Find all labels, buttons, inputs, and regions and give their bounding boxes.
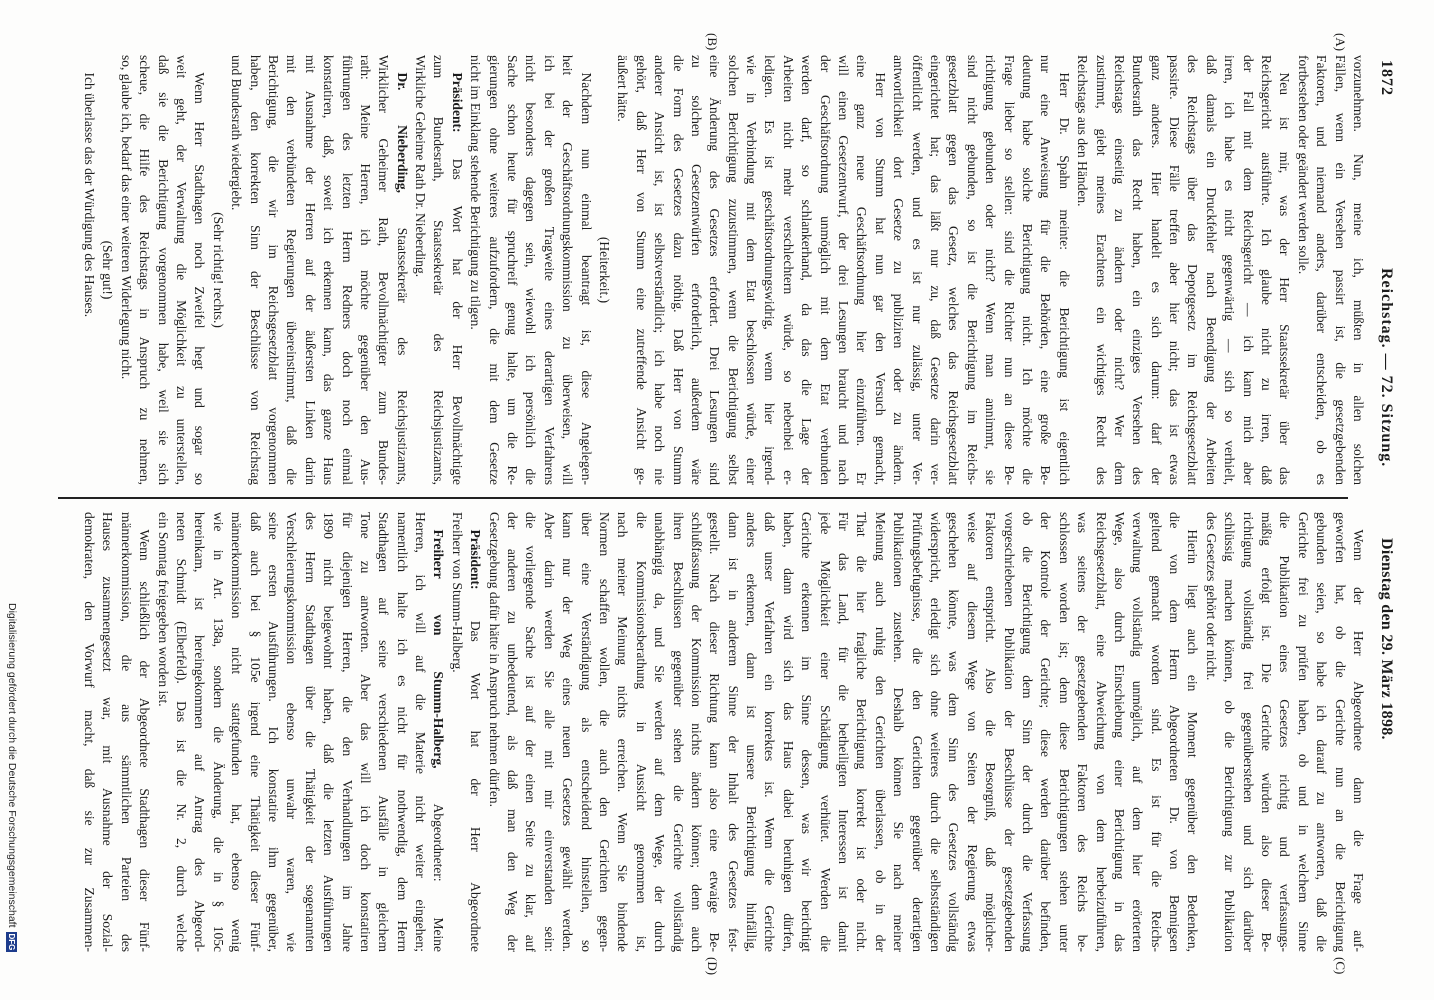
text-line	[539, 512, 557, 952]
text-line	[1146, 55, 1164, 485]
line-text: über eine Verständigung als entscheidend hinstellen, so	[578, 512, 594, 952]
text-line	[300, 55, 318, 485]
line-text: so, glaube ich, bedarf das einer weiteren Widerlegung nicht.	[118, 55, 134, 380]
speaker-name: Freiherr von Stumm-Halberg,	[431, 529, 447, 769]
digitization-footer	[5, 603, 18, 952]
text-line	[1054, 512, 1072, 952]
line-text: zum Bundesrath, Staatssekretär des Reichsjustizamts,	[431, 55, 447, 485]
text-column-left	[80, 55, 1367, 485]
line-text: Reichsgesetzblatt, eine Abweichung von dem herbeizuführen,	[1093, 512, 1109, 952]
line-text: Tone zu antworten. Aber das will ich doch konstatiren	[357, 512, 373, 952]
line-text: anders erkennen, dann ist unsere Berichtigung hinfällig,	[744, 512, 760, 952]
line-text: schlüssig machen können, ob die Berichtigung zur Publikation	[1222, 512, 1238, 952]
running-header-date: Dienstag den 29. März 1898.	[1378, 538, 1395, 740]
text-line	[300, 512, 318, 952]
line-text: solchen Berichtigung zuzustimmen, wenn die Berichtigung selbst	[725, 55, 741, 485]
margin-marker-a: (A)	[1333, 33, 1348, 52]
line-text: äußert hätte.	[615, 55, 631, 122]
line-text: Bundesrath das Recht haben, ein einziges Versehen des	[1130, 55, 1146, 485]
line-text: Stadthagen auf seine verschiedenen Ausfälle in gleichem	[376, 512, 392, 952]
line-text: passirte. Diese Fälle treffen aber hier nicht; das ist etwas	[1167, 55, 1183, 485]
text-line	[282, 512, 300, 952]
text-line	[429, 512, 447, 952]
text-line	[815, 55, 833, 485]
text-line	[153, 55, 171, 485]
text-column-right	[80, 512, 1367, 952]
text-line	[80, 512, 98, 952]
line-text: That die hier fragliche Berichtigung korrekt ist oder nicht.	[854, 512, 870, 952]
text-line	[1183, 512, 1201, 952]
line-text: 1890 nicht beigewohnt haben, daß die letzten Ausführungen	[321, 512, 337, 952]
text-line	[466, 55, 484, 485]
text-line	[1349, 512, 1367, 952]
line-text: führungen des letzten Herrn Redners doch noch einmal	[339, 55, 355, 485]
line-text: zu solchen Gesetzentwürfen erforderlich, außerdem wäre	[688, 55, 704, 485]
line-text: nicht im Einklang stehende Berichtigung zu tilgen.	[468, 55, 484, 330]
text-line	[190, 55, 208, 485]
line-text: wie in Art. 138a, sondern die Änderung, die in § 105c	[210, 512, 226, 952]
text-line	[576, 55, 594, 485]
line-text: Für das Land, für die betheiligten Interessen ist damit	[836, 512, 852, 952]
text-line	[576, 512, 594, 952]
line-text: Faktoren, und niemand anders, darüber entscheiden, ob es	[1314, 55, 1330, 485]
text-line	[208, 55, 226, 485]
line-text: Verschleierungskommission ebenso unwahr waren, wie	[284, 512, 300, 952]
text-line	[742, 55, 760, 485]
text-line	[870, 512, 888, 952]
line-text: die vorliegende Sache ist auf der einen Seite zu klar, auf	[523, 512, 539, 952]
line-text: geworfen hat, ob die Gerichte nun an die Berichtigung	[1332, 512, 1348, 952]
line-text: Herr Dr. Spahn meinte: die Berichtigung ist eigentlich	[1056, 72, 1072, 485]
text-line	[319, 512, 337, 952]
line-text: Frage lieber so stellen: sind die Richter nun an diese Be-	[1001, 55, 1017, 485]
line-text: mit den verbündeten Regierungen übereinstimmt, daß die	[284, 55, 300, 485]
line-text: Faktoren entspricht. Also die Besorgniß, daß möglicher-	[983, 512, 999, 952]
line-text: Sache schon heute für spruchreif genug halte, um die Re-	[505, 55, 521, 485]
text-line	[190, 512, 208, 952]
text-line	[98, 512, 116, 952]
line-text: Normen schaffen wollen, die auch den Gerichten gegen-	[596, 512, 612, 952]
line-text: öffentlicht werden, und es ist nur zulässig, unter Ver-	[909, 55, 925, 485]
line-text: unabhängig da, und Sie werden auf dem Wege, der durch	[652, 512, 668, 952]
text-line	[429, 55, 447, 485]
line-text: heit der Geschäftsordnungskommission zu überweisen, will	[560, 55, 576, 485]
text-line	[1220, 55, 1238, 485]
line-text: die von dem Herrn Abgeordneten Dr. von Bennigsen	[1167, 512, 1183, 952]
line-text: der Fall mit dem Reichsgericht — ich kann mich aber	[1240, 55, 1256, 485]
text-line	[760, 55, 778, 485]
text-line	[907, 512, 925, 952]
text-line	[870, 55, 888, 485]
text-line	[926, 55, 944, 485]
line-text: anderer Ansicht ist, ist selbstverständlich; ich habe noch nie	[652, 55, 668, 485]
text-line	[1036, 55, 1054, 485]
line-text: die Form des Gesetzes dazu nöthig. Daß Herr von Stumm	[670, 55, 686, 485]
text-line	[1036, 512, 1054, 952]
text-line	[1110, 55, 1128, 485]
text-line	[999, 512, 1017, 952]
text-line	[1054, 55, 1072, 485]
text-line	[411, 55, 429, 485]
line-text: schlossen worden ist; denn diese Berichtigungen stehen unter	[1056, 512, 1072, 952]
line-text: jede Möglichkeit einer Schädigung verhütet. Werden die	[817, 512, 833, 952]
line-text: daß unser Verfahren ein korrektes ist. Wenn die Gerichte	[762, 512, 778, 952]
line-text: der Geschäftsordnung unmöglich mit dem Etat verbunden	[817, 55, 833, 485]
text-line	[558, 512, 576, 952]
text-line	[595, 55, 613, 485]
line-text: mit Ausnahme der Herren auf der äußersten Linken darin	[302, 55, 318, 485]
line-text: männerkommission, die aus sämmtlichen Parteien des	[118, 512, 134, 952]
line-text: antwortlichkeit dort Gesetze zu publiziren oder zu ändern.	[891, 55, 907, 485]
text-line	[1091, 512, 1109, 952]
text-line	[208, 512, 226, 952]
line-text: seine ersten Ausführungen. Ich konstatire ihm gegenüber,	[265, 512, 281, 952]
text-line	[797, 55, 815, 485]
dfg-logo: DFG	[7, 933, 17, 951]
line-text: neten Schmidt (Elberfeld). Das ist die Nr. 2, durch welche	[174, 512, 189, 952]
text-line	[135, 55, 153, 485]
text-line	[834, 512, 852, 952]
line-text: Arbeiten nicht mehr verschlechtern würde, so nebenbei er-	[780, 55, 796, 485]
line-text: nach meiner Meinung nichts erreichen. Wenn Sie bindende	[615, 512, 631, 952]
text-line	[153, 512, 171, 952]
line-text: Das Wort hat der Herr Bevollmächtigte	[449, 132, 465, 485]
line-text: verwaltung vollständig unmöglich, auf dem hier erörterten	[1130, 512, 1146, 952]
margin-marker-d: (D)	[705, 957, 720, 976]
text-line	[723, 512, 741, 952]
margin-marker-b: (B)	[705, 33, 720, 51]
line-text: Reichstags aus den Händen.	[1075, 55, 1091, 207]
line-text: (Sehr gut!)	[100, 240, 116, 300]
line-text: der Kontrole der Gerichte; diese werden darüber befinden,	[1038, 512, 1054, 952]
text-line	[631, 55, 649, 485]
line-text: Prüfungsbefugnisse, die den Gerichten gegenüber derartigen	[909, 512, 925, 952]
line-text: weit geht, der Verwaltung die Möglichkeit zu unterstellen,	[174, 55, 189, 485]
line-text: gestellt. Nach dieser Richtung kann also eine etwaige Be-	[707, 512, 723, 952]
text-line	[889, 512, 907, 952]
line-text: ganz anderes. Hier handelt es sich darum: darf der	[1148, 55, 1164, 485]
text-line	[1073, 512, 1091, 952]
margin-marker-c: (C)	[1333, 957, 1348, 975]
line-text: Herr von Stumm hat nun gar den Versuch gemacht,	[872, 72, 888, 485]
line-text: und Bundesrath wiedergiebt.	[229, 55, 245, 211]
line-text: Meinung auch ruhig den Gerichten überlassen, ob in der	[872, 512, 888, 952]
line-text: Wenn schließlich der Abgeordnete Stadthagen dieser Fünf-	[137, 529, 153, 952]
text-line	[613, 512, 631, 952]
line-text: die Kommissionsberathung in Aussicht genommen ist,	[633, 512, 649, 952]
text-line	[1018, 512, 1036, 952]
line-text: ein Sonntag freigegeben worden ist.	[155, 512, 171, 707]
text-line	[981, 512, 999, 952]
text-line	[1275, 512, 1293, 952]
line-text: des Gesetzes gehört oder nicht.	[1203, 512, 1219, 681]
text-line	[356, 512, 374, 952]
line-text: fortbestehen oder geändert werden solle.	[1295, 55, 1311, 275]
line-text: Wirklicher Geheimer Rath, Bevollmächtigter zum Bundes-	[376, 55, 392, 485]
text-line	[1293, 55, 1311, 485]
text-line	[374, 55, 392, 485]
text-line	[337, 512, 355, 952]
text-line	[484, 512, 502, 952]
text-line	[447, 55, 465, 485]
text-line	[705, 55, 723, 485]
text-line	[172, 512, 190, 952]
line-text: für diejenigen Herren, die den Verhandlungen im Jahre	[339, 512, 355, 952]
running-header-title: Reichstag. — 72. Sitzung.	[1378, 268, 1395, 468]
text-line	[1165, 55, 1183, 485]
text-line	[392, 512, 410, 952]
line-text: Publikationen zustehen. Deshalb können Sie nach meiner	[891, 512, 907, 952]
text-line	[815, 512, 833, 952]
text-line	[1146, 512, 1164, 952]
text-line	[1110, 512, 1128, 952]
line-text: weise auf diesem Wege von Seiten der Regierung etwas	[964, 512, 980, 952]
text-line	[852, 55, 870, 485]
line-text: richtigung vollständig frei gegenüberstehen und sich darüber	[1240, 512, 1256, 952]
text-line	[650, 512, 668, 952]
text-line	[1201, 512, 1219, 952]
text-line	[484, 55, 502, 485]
text-line	[668, 512, 686, 952]
line-text: mäßig erfolgt ist. Die Gerichte würden also dieser Be-	[1259, 512, 1275, 952]
line-text: gebunden seien, so habe ich darauf zu antworten, daß die	[1314, 512, 1330, 952]
text-line	[411, 512, 429, 952]
text-line	[1220, 512, 1238, 952]
text-line	[1183, 55, 1201, 485]
text-line	[962, 55, 980, 485]
text-line	[650, 55, 668, 485]
line-text: eine ganz neue Geschäftsordnung hier einzuführen. Er	[854, 55, 870, 485]
text-line	[1073, 55, 1091, 485]
text-line	[705, 512, 723, 952]
line-text: hereinkam, ist hereingekommen auf Antrag des Abgeord-	[192, 512, 208, 952]
line-text: Gesetzgebung dafür hätte in Anspruch nehmen dürfen.	[486, 512, 502, 808]
line-text: demokraten, den Vorwurf macht, daß sie zur Zusammen-	[82, 512, 98, 952]
text-line	[779, 512, 797, 952]
text-line	[687, 55, 705, 485]
column-divider	[58, 497, 1348, 499]
text-line	[1312, 55, 1330, 485]
line-text: Wirkliche Geheime Rath Dr. Nieberding.	[413, 55, 429, 278]
line-text: was seitens der gesetzgebenden Faktoren des Reichs be-	[1075, 512, 1091, 952]
line-text: daß damals ein Druckfehler nach Beendigung der Arbeiten	[1203, 55, 1219, 485]
line-text: vorzunehmen. Nun, meine ich, müßten in allen solchen	[1351, 55, 1366, 485]
text-line	[539, 55, 557, 485]
text-line	[282, 55, 300, 485]
text-line	[392, 55, 410, 485]
line-text: Reichstags einseitig zu ändern oder nicht? Wer dem	[1111, 55, 1127, 485]
line-text: Wenn Herr Stadthagen noch Zweifel hegt und sogar so	[192, 72, 208, 485]
line-text: Fällen, wenn ein Versehen passirt ist, die gesetzgebenden	[1332, 55, 1348, 485]
line-text: Ich überlasse das der Würdigung des Hauses.	[82, 72, 98, 318]
text-line	[1201, 55, 1219, 485]
line-text: ich bei der großen Tragweite eines derartigen Verfahrens	[541, 55, 557, 485]
text-line	[834, 55, 852, 485]
text-line	[466, 512, 484, 952]
line-text: Wege, also durch Einschiebung einer Berichtigung in das	[1111, 512, 1127, 952]
text-line	[521, 512, 539, 952]
line-text: Das Wort hat der Herr Abgeordnete	[468, 589, 484, 952]
text-line	[944, 55, 962, 485]
text-line	[742, 512, 760, 952]
text-line	[926, 512, 944, 952]
text-line	[1330, 512, 1348, 952]
text-line	[503, 55, 521, 485]
line-text: gesetzblatt gegen das Gesetz, welches das Reichsgesetzblatt	[946, 55, 962, 485]
text-line	[227, 55, 245, 485]
line-text: eingerichtet hat; das läßt nur zu, daß Gesetze darin ver-	[928, 55, 944, 485]
text-line	[1257, 55, 1275, 485]
text-line	[337, 55, 355, 485]
text-line	[613, 55, 631, 485]
line-text: Aber darin werden Sie alle mit mir einverstanden sein:	[541, 512, 557, 952]
text-line	[521, 55, 539, 485]
text-line	[503, 512, 521, 952]
line-text: eine Änderung des Gesetzes erfordert. Drei Lesungen sind	[707, 55, 723, 485]
line-text: scheue, die Hilfe des Reichstags in Anspruch zu nehmen,	[137, 55, 153, 485]
line-text: will einen Gesetzentwurf, der drei Lesungen braucht und nach	[836, 55, 852, 485]
text-line	[447, 512, 465, 952]
text-line	[1165, 512, 1183, 952]
line-text: Hierin liegt auch ein Moment gegenüber den Bedenken,	[1185, 529, 1201, 952]
text-line	[1330, 55, 1348, 485]
text-line	[245, 512, 263, 952]
line-text: zustimmt, giebt meines Erachtens ein wichtiges Recht des	[1093, 55, 1109, 485]
line-text: (Heiterkeit.)	[596, 236, 612, 304]
line-text: nicht besonders dagegen sein, wiewohl ich persönlich die	[523, 55, 539, 485]
speaker-name: Präsident:	[468, 529, 484, 590]
line-text: der anderen zu unbedeutend, als daß man den Weg der	[505, 512, 521, 952]
line-text: daß sie die Berichtigung vorgenommen habe, weil sie sich	[155, 55, 171, 485]
line-text: daß auch bei § 105e irgend eine Thätigkeit dieser Fünf-	[247, 512, 263, 952]
line-text: Abgeordneter: Meine	[431, 768, 447, 952]
line-text: Herren, ich will auf die Materie nicht weiter eingehen;	[413, 512, 429, 952]
text-line	[116, 55, 134, 485]
text-line	[687, 512, 705, 952]
line-text: ledigen. Es ist geschäftsordnungswidrig, wenn hier irgend-	[762, 55, 778, 485]
page-number: 1872	[1378, 60, 1395, 96]
line-text: Freiherr von Stumm-Halberg.	[449, 512, 465, 673]
line-text: ihren Beschlüssen gegenüber stehen die Gerichte vollständig	[670, 512, 686, 952]
line-text: vorgeschriebenen Publikation der Beschlüsse der gesetzgebenden	[1001, 512, 1017, 952]
text-line	[1091, 55, 1109, 485]
text-line	[907, 55, 925, 485]
text-line	[631, 512, 649, 952]
digitization-note: Digitalisierung gefördert durch die Deutsche Forschungsgemeinschaft	[6, 603, 18, 928]
line-text: sind nicht gebunden, so ist die Berichtigung im Reichs-	[964, 55, 980, 485]
line-text: gierungen ohne weiteres aufzufordern, die mit dem Gesetze	[486, 55, 502, 485]
text-line	[116, 512, 134, 952]
line-text: deutung habe solche Berichtigung nicht. Ich möchte die	[1019, 55, 1035, 485]
text-line	[319, 55, 337, 485]
text-line	[227, 512, 245, 952]
line-text: kann nur der Weg eines neuen Gesetzes gewählt werden.	[560, 512, 576, 952]
line-text: Berichtigung, die wir im Reichsgesetzblatt vorgenommen	[265, 55, 281, 485]
text-line	[668, 55, 686, 485]
line-text: Gerichte erkennen im Sinne dessen, was wir berichtigt	[799, 512, 815, 952]
line-text: werden darf, so schlankerhand, da das die Lage der	[799, 55, 815, 485]
text-line	[264, 512, 282, 952]
text-line	[852, 512, 870, 952]
text-line	[889, 55, 907, 485]
line-text: des Reichstags über das Depotgesetz im Reichsgesetzblatt	[1185, 55, 1201, 485]
line-text: gehört, daß Herr von Stumm eine zutreffende Ansicht ge-	[633, 55, 649, 485]
text-line	[80, 55, 98, 485]
text-line	[1128, 55, 1146, 485]
line-text: irren, ich habe es nicht gegenwärtig — sich so verhielt,	[1222, 55, 1238, 485]
line-text: Reichsgericht ausführte. Ich glaube nicht zu irren, daß	[1259, 55, 1275, 485]
text-line	[1293, 512, 1311, 952]
text-line	[245, 55, 263, 485]
line-text: Wenn der Herr Abgeordnete dann die Frage auf-	[1351, 529, 1366, 952]
text-line	[558, 55, 576, 485]
text-line	[1128, 512, 1146, 952]
line-text: konstatiren, daß, soweit ich erkennen kann, das ganze Haus	[321, 55, 337, 485]
text-line	[172, 55, 190, 485]
line-text: haben, den korrekten Sinn der Beschlüsse von Reichstag	[247, 55, 263, 485]
line-text: nur eine Anweisung für die Behörden, eine große Be-	[1038, 55, 1054, 485]
line-text: männerkommission nicht stattgefunden hat, ebenso wenig	[229, 512, 245, 952]
text-line	[1018, 55, 1036, 485]
text-line	[797, 512, 815, 952]
text-line	[264, 55, 282, 485]
text-line	[1257, 512, 1275, 952]
text-line	[779, 55, 797, 485]
speaker-name: Präsident:	[449, 72, 465, 133]
line-text: geltend gemacht worden sind. Es ist für die Reichs-	[1148, 512, 1164, 952]
text-line	[999, 55, 1017, 485]
text-line	[356, 55, 374, 485]
line-text: (Sehr richtig! rechts.)	[210, 212, 226, 328]
line-text: Staatssekretär des Reichsjustizamts,	[394, 193, 410, 485]
line-text: Hauses zusammengesetzt war, mit Ausnahme der Sozial-	[100, 512, 116, 952]
line-text: ob die Berichtigung dem Sinn der durch die Verfassung	[1019, 512, 1035, 952]
line-text: Nachdem nun einmal beantragt ist, diese Angelegen-	[578, 72, 594, 485]
line-text: schlußfassung der Kommission nichts ändern können; denn auch	[688, 512, 704, 952]
line-text: haben, dann wird sich das Haus dabei beruhigen dürfen,	[780, 512, 796, 952]
line-text: widerspricht, erledigt sich ohne weiteres durch die selbstständigen	[928, 512, 944, 952]
text-line	[723, 55, 741, 485]
text-line	[1238, 55, 1256, 485]
text-line	[98, 55, 116, 485]
line-text: die Publikation eines Gesetzes richtig und verfassungs-	[1277, 512, 1293, 952]
line-text: geschehen könnte, was dem Sinn des Gesetzes vollständig	[946, 512, 962, 952]
text-line	[1312, 512, 1330, 952]
line-text: dann ist in anderem Sinne der Inhalt des Gesetzes fest-	[725, 512, 741, 952]
text-line	[374, 512, 392, 952]
text-line	[1238, 512, 1256, 952]
line-text: Neu ist mir, was der Herr Staatssekretär über das	[1277, 72, 1293, 485]
text-line	[760, 512, 778, 952]
line-text: rath: Meine Herren, ich möchte gegenüber den Aus-	[357, 55, 373, 485]
line-text: wie in Verbindung mit dem Etat beschlossen würde, einer	[744, 55, 760, 485]
text-line	[981, 55, 999, 485]
text-line	[944, 512, 962, 952]
line-text: Gerichte frei zu prüfen haben, ob und in welchem Sinne	[1295, 512, 1311, 952]
text-line	[962, 512, 980, 952]
speaker-name: Dr. Nieberding,	[394, 72, 410, 194]
text-line	[135, 512, 153, 952]
line-text: richtigung gebunden oder nicht? Wenn man annimmt, sie	[983, 55, 999, 485]
text-line	[1349, 55, 1367, 485]
line-text: des Herrn Stadthagen über die Thätigkeit der sogenannten	[302, 512, 318, 952]
text-line	[1275, 55, 1293, 485]
line-text: namentlich halte ich es nicht für nothwendig, dem Herrn	[394, 512, 410, 952]
text-line	[595, 512, 613, 952]
